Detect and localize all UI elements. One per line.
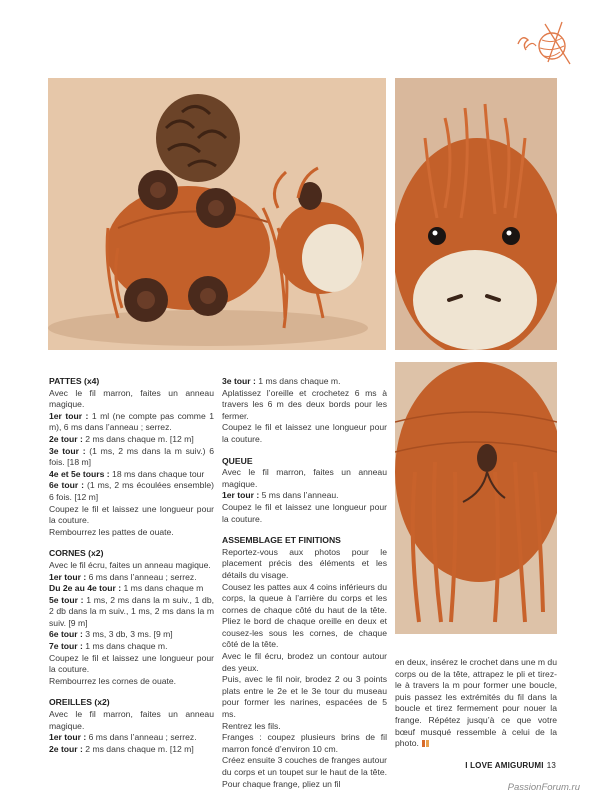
body-paragraph <box>222 388 387 423</box>
body-paragraph <box>49 560 214 572</box>
round-text: 1 ms dans chaque m. <box>255 376 341 386</box>
body-paragraph <box>222 755 387 790</box>
body-paragraph <box>222 502 387 525</box>
round-text: 2 ms dans chaque m. [12 m] <box>82 433 194 444</box>
round-text: 6 ms dans l’anneau ; serrez. <box>86 732 197 743</box>
round-instruction <box>49 411 214 434</box>
round-label: 6e tour : <box>49 629 83 640</box>
body-paragraph <box>222 674 387 720</box>
end-mark-icon <box>426 740 429 747</box>
body-paragraph <box>222 467 387 490</box>
amigurumi-side-photo <box>48 78 386 350</box>
body-paragraph <box>222 732 387 755</box>
round-instruction <box>49 629 214 641</box>
round-label: 4e et 5e tours : <box>49 468 110 479</box>
round-text: 5 ms dans l’anneau. <box>259 490 339 501</box>
body-paragraph <box>49 504 214 527</box>
round-label: 1er tour : <box>49 410 89 421</box>
body-text: Avec le fil marron, faites un anneau magique. <box>49 709 214 731</box>
body-text: Avec le fil marron, faites un anneau magique. <box>49 387 214 410</box>
round-instruction <box>49 480 214 503</box>
body-paragraph <box>49 653 214 676</box>
paragraph-gap <box>222 446 387 452</box>
end-mark-icon <box>422 740 425 747</box>
body-text: Cousez les pattes aux 4 coins inférieurs du corps, la queue à l’arrière du corps et les cornes de chaque côté du haut de la tête. Pliez le bord de chaque oreille en deux et cousez-les sous les cornes, de chaque côté de la tête. <box>222 581 387 650</box>
round-text: 18 ms dans chaque tour <box>109 468 205 479</box>
page-folio <box>465 761 556 770</box>
round-label: 3e tour : <box>49 445 86 456</box>
body-text: Puis, avec le fil noir, brodez 2 ou 3 points plats entre le 2e et le 3e tour du museau pour former les narines, espacées de 5 ms. <box>222 674 387 720</box>
yarn-ball-logo-icon <box>512 18 572 68</box>
section-heading: CORNES (x2) <box>49 548 104 559</box>
page-number: 13 <box>546 761 556 770</box>
body-paragraph <box>222 651 387 674</box>
round-instruction <box>49 469 214 481</box>
body-paragraph <box>222 422 387 445</box>
section-heading: OREILLES (x2) <box>49 697 110 708</box>
round-instruction <box>49 434 214 446</box>
body-paragraph <box>222 547 387 582</box>
body-paragraph <box>49 388 214 411</box>
magazine-name: I LOVE AMIGURUMI <box>465 761 544 770</box>
paragraph-gap <box>49 687 214 693</box>
body-text: Avec le fil écru, brodez un contour autour des yeux. <box>222 651 387 673</box>
body-text: Rembourrez les cornes de ouate. <box>49 675 177 686</box>
body-paragraph <box>49 527 214 539</box>
round-instruction <box>49 446 214 469</box>
body-text: Reportez-vous aux photos pour le placement précis des éléments et les détails du visage. <box>222 546 387 580</box>
amigurumi-back-photo <box>395 362 557 634</box>
body-text: Franges : coupez plusieurs brins de fil marron foncé d’environ 10 cm. <box>222 732 387 754</box>
round-instruction <box>49 744 214 756</box>
body-text: Avec le fil marron, faites un anneau magique. <box>222 467 387 489</box>
text-column-3 <box>395 657 557 750</box>
round-label: 2e tour : <box>49 433 83 444</box>
body-text: Coupez le fil et laissez une longueur pour la couture. <box>222 501 387 524</box>
round-label: Du 2e au 4e tour : <box>49 583 122 594</box>
paragraph-gap <box>222 525 387 531</box>
amigurumi-face-photo <box>395 78 557 350</box>
section-heading: QUEUE <box>222 455 253 466</box>
body-text: Coupez le fil et laissez une longueur pour la couture. <box>49 503 214 526</box>
body-text: Rembourrez les pattes de ouate. <box>49 526 174 537</box>
paragraph-gap <box>49 538 214 544</box>
body-paragraph <box>395 657 557 750</box>
round-instruction <box>222 490 387 502</box>
body-text: Rentrez les fils. <box>222 720 281 731</box>
body-text: en deux, insérez le crochet dans une m du corps ou de la tête, attrapez le pli et tirez-le à travers la m pour former une boucle, puis passez les extrémités du fil dans la boucle et tirez fermement pour nouer la frange. Répétez jusqu’à ce que votre bœuf musqué ressemble à celui de la photo. <box>395 657 557 749</box>
section-heading: ASSEMBLAGE ET FINITIONS <box>222 535 341 546</box>
round-text: 1 ms dans chaque m. <box>82 641 168 652</box>
round-text: 3 ms, 3 db, 3 ms. [9 m] <box>82 629 173 640</box>
round-text: 1 ms, 2 ms dans la m suiv., 1 db, 2 db dans la m suiv., 1 ms, 2 ms dans la m suiv. [9 m] <box>49 594 214 628</box>
body-paragraph <box>222 582 387 652</box>
round-label: 1er tour : <box>49 732 87 743</box>
round-label: 5e tour : <box>49 594 84 605</box>
body-text: Coupez le fil et laissez une longueur pour la couture. <box>222 422 387 444</box>
body-text: Avec le fil écru, faites un anneau magique. <box>49 559 211 570</box>
section-heading: PATTES (x4) <box>49 376 100 386</box>
round-instruction <box>222 376 387 388</box>
round-text: 2 ms dans chaque m. [12 m] <box>82 743 194 754</box>
round-label: 1er tour : <box>49 571 87 582</box>
round-text: 1 ms dans chaque m <box>121 583 204 594</box>
round-text: 1 ml (ne compte pas comme 1 m), 6 ms dans l’anneau ; serrez. <box>49 410 214 433</box>
round-instruction <box>49 583 214 595</box>
round-label: 1er tour : <box>222 490 260 501</box>
body-paragraph <box>49 676 214 688</box>
body-paragraph <box>49 709 214 732</box>
watermark: PassionForum.ru <box>507 782 580 793</box>
round-text: 6 ms dans l’anneau ; serrez. <box>86 571 197 582</box>
round-label: 2e tour : <box>49 743 83 754</box>
body-paragraph <box>222 721 387 733</box>
round-text: (1 ms, 2 ms écoulées ensemble) 6 fois. [12 m] <box>49 480 214 502</box>
round-instruction <box>49 732 214 744</box>
text-column-2 <box>222 376 387 790</box>
text-column-1 <box>49 376 214 755</box>
round-label: 3e tour : <box>222 376 256 386</box>
body-text: Créez ensuite 3 couches de franges autour du corps et un toupet sur le haut de la tête. Pour chaque frange, pliez un fil <box>222 755 387 789</box>
body-text: Coupez le fil et laissez une longueur pour la couture. <box>49 652 214 675</box>
body-text: Aplatissez l’oreille et crochetez 6 ms à travers les 6 m des deux bords pour les fermer. <box>222 387 387 421</box>
round-text: (1 ms, 2 ms dans la m suiv.) 6 fois. [18 m] <box>49 445 214 468</box>
round-label: 7e tour : <box>49 641 83 652</box>
round-instruction <box>49 572 214 584</box>
round-label: 6e tour : <box>49 480 85 491</box>
round-instruction <box>49 595 214 630</box>
round-instruction <box>49 641 214 653</box>
